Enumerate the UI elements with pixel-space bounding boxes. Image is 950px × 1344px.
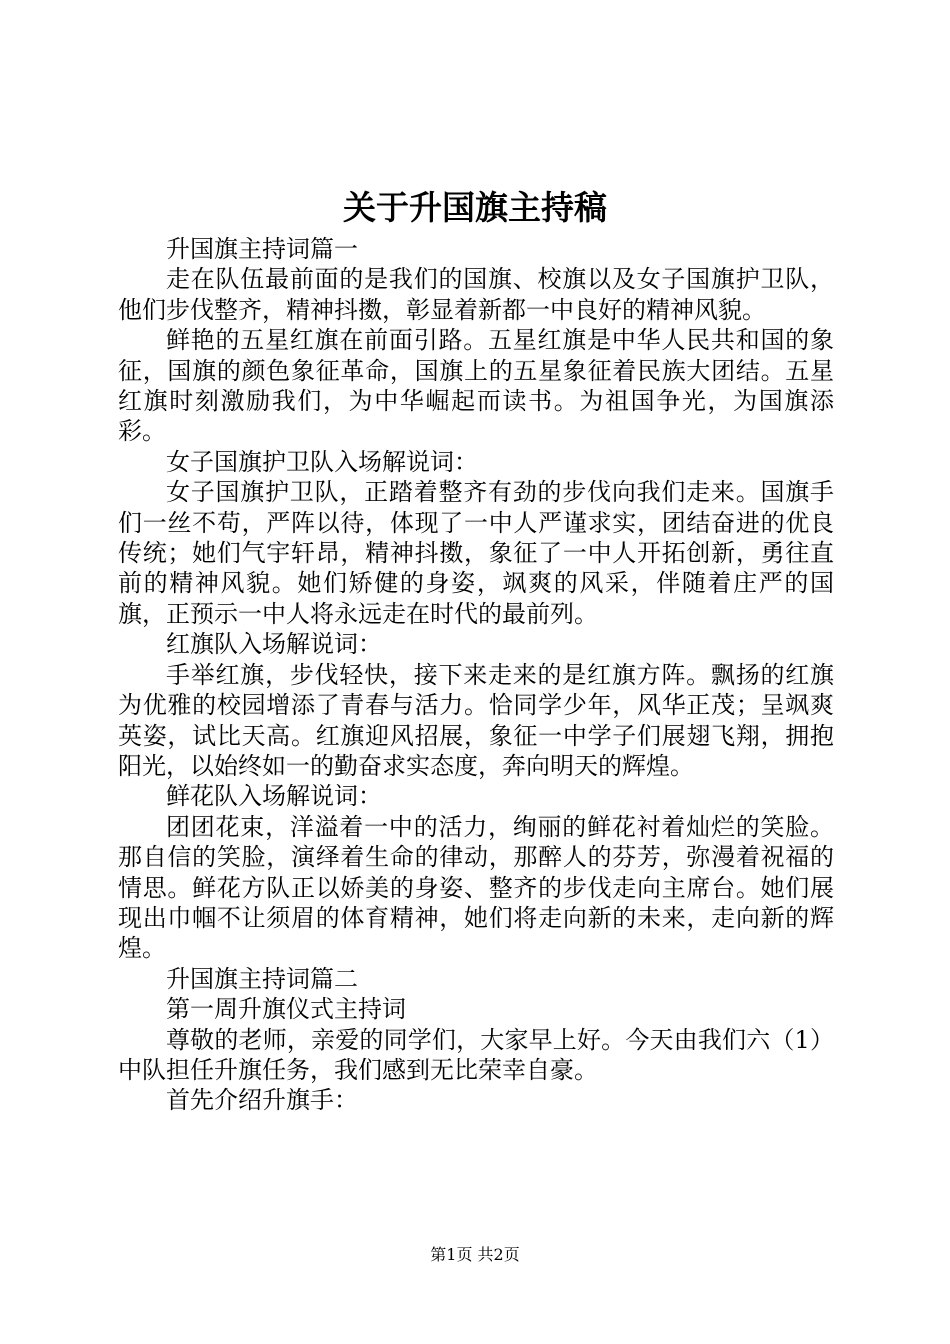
page-footer: 第1页 共2页 (430, 1245, 520, 1264)
document-body (118, 234, 834, 1116)
paragraph: 首先介绍升旗手： (166, 1086, 358, 1115)
paragraph: 红旗队入场解说词： (166, 630, 382, 659)
paragraph: 升国旗主持词篇二 (166, 964, 358, 993)
paragraph: 鲜花队入场解说词： (166, 782, 382, 811)
paragraph: 团团花束，洋溢着一中的活力，绚丽的鲜花衬着灿烂的笑脸。那自信的笑脸，演绎着生命的律动，那醉人的芬芳，弥漫着祝福的情思。鲜花方队正以娇美的身姿、整齐的步伐走向主席台。她们展现出巾帼不让须眉的体育精神，她们将走向新的未来，走向新的辉煌。 (118, 812, 834, 963)
paragraph: 走在队伍最前面的是我们的国旗、校旗以及女子国旗护卫队，他们步伐整齐，精神抖擞，彰显着新都一中良好的精神风貌。 (118, 265, 834, 324)
paragraph: 升国旗主持词篇一 (166, 235, 358, 263)
paragraph: 尊敬的老师，亲爱的同学们，大家早上好。今天由我们六（1）中队担任升旗任务，我们感到无比荣幸自豪。 (118, 1025, 834, 1084)
paragraph: 手举红旗，步伐轻快，接下来走来的是红旗方阵。飘扬的红旗为优雅的校园增添了青春与活力。恰同学少年，风华正茂；呈飒爽英姿，试比天高。红旗迎风招展，象征一中学子们展翅飞翔，拥抱阳光，以始终如一的勤奋求实态度，奔向明天的辉煌。 (118, 660, 834, 780)
paragraph: 第一周升旗仪式主持词 (166, 995, 406, 1024)
paragraph: 女子国旗护卫队入场解说词： (166, 447, 478, 476)
paragraph: 女子国旗护卫队，正踏着整齐有劲的步伐向我们走来。国旗手们一丝不苟，严阵以待，体现了一中人严谨求实，团结奋进的优良传统；她们气宇轩昂，精神抖擞，象征了一中人开拓创新，勇往直前的精神风貌。她们矫健的身姿，飒爽的风采，伴随着庄严的国旗，正预示一中人将永远走在时代的最前列。 (118, 478, 834, 628)
paragraph: 鲜艳的五星红旗在前面引路。五星红旗是中华人民共和国的象征，国旗的颜色象征革命，国旗上的五星象征着民族大团结。五星红旗时刻激励我们，为中华崛起而读书。为祖国争光，为国旗添彩。 (118, 326, 834, 446)
page-title: 关于升国旗主持稿 (343, 188, 607, 227)
